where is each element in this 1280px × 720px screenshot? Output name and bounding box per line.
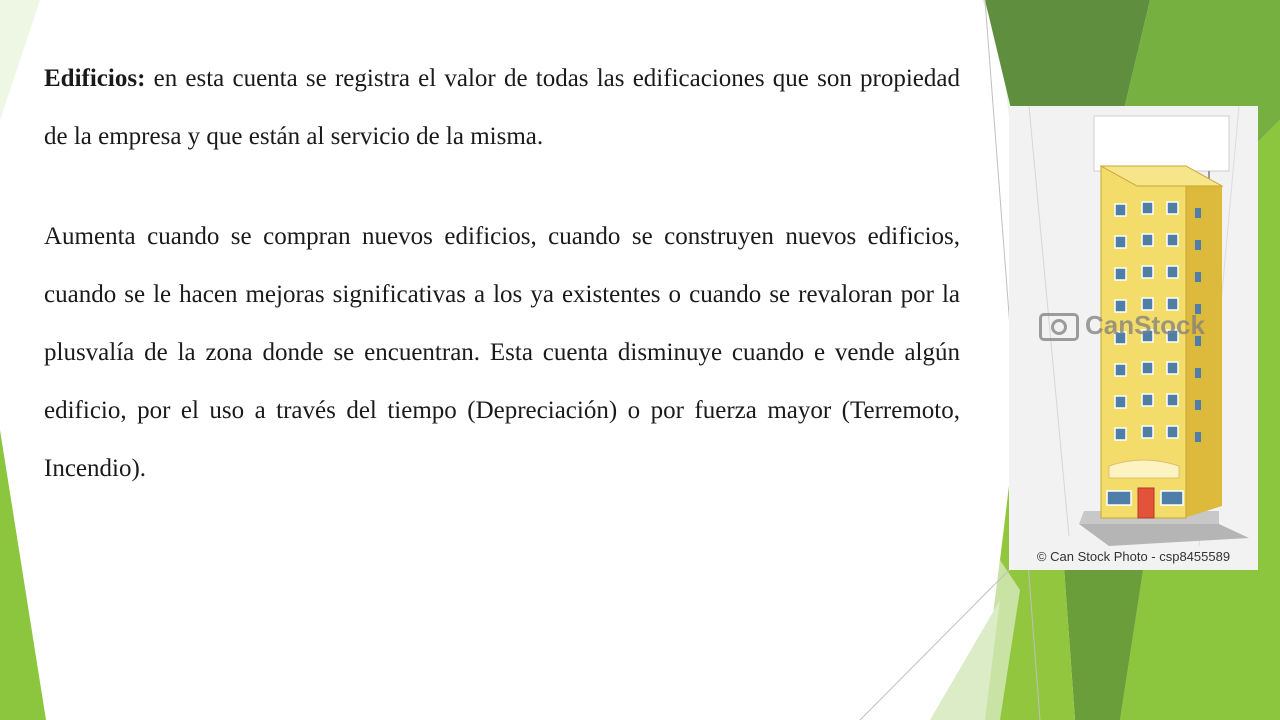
camera-icon bbox=[1039, 313, 1079, 341]
building-illustration bbox=[1009, 106, 1258, 570]
image-credit: © Can Stock Photo - csp8455589 bbox=[1036, 549, 1231, 564]
account-term: Edificios: bbox=[44, 65, 146, 92]
watermark-text: CanStock bbox=[1085, 310, 1205, 340]
slide-body bbox=[44, 50, 960, 498]
definition-text: en esta cuenta se registra el valor de todas las edificaciones que son propiedad de la empresa y que están al servicio de la misma. bbox=[44, 65, 960, 150]
building-door bbox=[1138, 488, 1154, 518]
increase-decrease-paragraph: Aumenta cuando se compran nuevos edificios, cuando se construyen nuevos edificios, cuando se le hacen mejoras significativas a los ya existentes o cuando se revaloran por la plusvalía de la zona donde se encuentran. Esta cuenta disminuye cuando e vende algún edificio, por el uso a través del tiempo (Depreciación) o por fuerza mayor (Terremoto, Incendio). bbox=[44, 223, 960, 482]
edificios-definition-paragraph bbox=[44, 50, 960, 166]
watermark-logo bbox=[1039, 310, 1258, 341]
